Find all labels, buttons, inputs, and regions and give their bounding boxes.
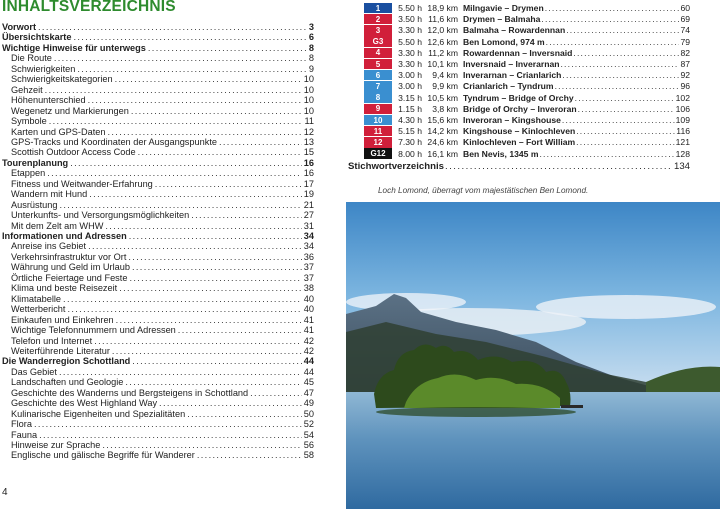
toc-entry-label: Klima und beste Reisezeit [11,283,118,294]
leader-dots [155,179,302,189]
leader-dots [132,356,301,366]
stage-distance: 14,2 km [427,126,458,137]
toc-entry[interactable] [2,22,314,32]
toc-entry-label: Schwierigkeiten [11,63,76,74]
toc-entry-label: Einkaufen und Einkehren [11,314,114,325]
stage-distance: 3,8 km [432,103,458,114]
toc-entry-label: Unterkunfts- und Versorgungsmöglichkeiten [11,210,190,221]
toc-entry-label: Informationen und Adressen [2,231,127,241]
stage-duration: 3.30 h [398,59,422,70]
stage-route: Ben Lomond, 974 m [463,36,545,47]
toc-entry-page: 27 [303,210,314,221]
stage-duration: 5.50 h [398,36,422,47]
toc-entry-label: Währung und Geld im Urlaub [11,262,130,273]
toc-entry-label: Englische und gälische Begriffe für Wanderer [11,450,195,461]
toc-entry[interactable] [11,53,314,63]
toc-entry-label: GPS-Tracks und Koordinaten der Ausgangspunkte [11,136,217,147]
stage-number-badge: 6 [364,70,392,80]
toc-entry[interactable] [11,200,314,210]
toc-entry[interactable] [11,346,314,356]
toc-entry-page: 42 [303,335,314,346]
toc-entry[interactable] [11,147,314,157]
stage-duration: 1.15 h [398,103,422,114]
toc-entry-page: 34 [303,241,314,252]
leader-dots [34,419,302,429]
toc-entry-label: Höhenunterschied [11,95,86,106]
leader-dots [73,32,306,42]
stage-route: Rowardennan – Inversnaid [463,47,573,58]
stage-duration: 5.15 h [398,126,422,137]
stage-entry[interactable] [364,25,690,36]
toc-entry-label: Wichtige Hinweise für unterwegs [2,42,146,53]
leader-dots [94,336,302,346]
stage-duration: 7.30 h [398,137,422,148]
toc-entry[interactable] [11,304,314,314]
leader-dots [115,74,302,84]
toc-entry[interactable] [11,377,314,387]
toc-entry-page: 44 [303,356,314,367]
toc-entry[interactable] [11,252,314,262]
toc-entry-page: 58 [303,450,314,461]
toc-entry-page: 36 [303,251,314,262]
leader-dots [77,64,307,74]
toc-entry-label: Wetterbericht [11,304,66,315]
stage-duration: 3.30 h [398,47,422,58]
toc-entry[interactable] [2,158,314,168]
toc-entry-page: 21 [303,199,314,210]
toc-entry[interactable] [11,315,314,325]
toc-entry[interactable] [11,273,314,283]
toc-entry-page: 47 [303,387,314,398]
toc-entry-page: 31 [303,220,314,231]
loch-lomond-photo [346,202,720,509]
leader-dots [119,283,302,293]
toc-entry[interactable] [11,168,314,178]
stage-page: 102 [675,92,690,103]
toc-entry-label: Das Gebiet [11,366,57,377]
stage-route: Inveroran – Kingshouse [463,115,561,126]
stage-route: Tyndrum – Bridge of Orchy [463,92,574,103]
toc-entry-label: Die Wanderregion Schottland [2,356,131,367]
stage-number-badge: 12 [364,137,392,147]
toc-entry-label: Vorwort [2,22,37,32]
leader-dots [129,273,301,283]
leader-dots [573,48,679,58]
leader-dots [576,126,675,136]
toc-entry-label: Fauna [11,429,38,440]
leader-dots [539,149,674,159]
toc-entry-page: 8 [308,42,314,53]
leader-dots [575,93,675,103]
toc-entry[interactable] [11,336,314,346]
toc-entry-label: Kulinarische Eigenheiten und Spezialitäten [11,408,186,419]
stage-page: 116 [676,126,690,137]
stichwort-entry[interactable] [348,161,690,172]
leader-dots [59,200,301,210]
stage-distance: 11,2 km [428,47,458,58]
toc-entry[interactable] [2,43,314,53]
toc-entry-page: 38 [303,283,314,294]
toc-entry[interactable] [11,95,314,105]
toc-entry-label: Weiterführende Literatur [11,345,110,356]
stage-page: 92 [680,70,690,81]
toc-entry[interactable] [11,64,314,74]
toc-entry-label: Landschaften und Geologie [11,377,124,388]
toc-entry-label: Hinweise zur Sprache [11,440,101,450]
stage-page: 87 [680,59,690,70]
toc-entry-page: 10 [303,95,314,106]
toc-entry-page: 13 [303,136,314,147]
toc-entry-label: Mit dem Zelt am WHW [11,220,104,231]
leader-dots [107,127,301,137]
leader-dots [59,367,302,377]
stage-page: 96 [680,81,690,92]
leader-dots [88,95,302,105]
toc-entry[interactable] [11,419,314,429]
rock [561,405,583,408]
leader-dots [546,37,680,47]
leader-dots [197,450,302,460]
stage-route: Crianlarich – Tyndrum [463,81,554,92]
stage-distance: 16,1 km [427,148,458,159]
leader-dots [187,409,302,419]
toc-entry-page: 49 [303,398,314,409]
toc-entry-page: 12 [303,126,314,137]
toc-entry[interactable] [11,430,314,440]
page-number: 4 [2,487,8,498]
stage-distance: 15,6 km [427,115,458,126]
toc-entry-label: Scottish Outdoor Access Code [11,147,136,158]
stage-entry[interactable] [364,126,690,137]
toc-entry-page: 11 [304,116,314,127]
leader-dots [138,147,302,157]
toc-entry[interactable] [11,74,314,84]
stage-page: 106 [675,103,690,114]
toc-entry-page: 15 [303,147,314,158]
stage-page: 69 [680,14,690,25]
toc-entry[interactable] [11,241,314,251]
toc-entry-page: 42 [303,345,314,356]
toc-entry-page: 16 [303,168,314,179]
leader-dots [545,3,680,13]
leader-dots [38,22,307,32]
stage-distance: 10,1 km [427,59,458,70]
toc-entry[interactable] [11,294,314,304]
toc-entry-label: Schwierigkeitskategorien [11,74,113,85]
toc-entry[interactable] [11,262,314,272]
leader-dots [159,398,302,408]
toc-entry-label: Geschichte des Wanderns und Bergsteigens in Schottland [11,387,249,398]
stage-route: Kingshouse – Kinlochleven [463,126,576,137]
stage-distance: 24,6 km [427,137,458,148]
toc-entry-page: 34 [303,231,314,241]
toc-entry-label: Tourenplanung [2,157,69,168]
leader-dots [191,210,302,220]
stage-entry[interactable] [364,47,690,58]
toc-entry[interactable] [11,106,314,116]
stage-duration: 8.00 h [398,148,422,159]
leader-dots [88,241,302,251]
toc-entry[interactable] [11,221,314,231]
stage-route: Drymen – Balmaha [463,14,541,25]
leader-dots [128,252,301,262]
toc-entry-page: 56 [303,440,314,450]
toc-entry-label: Örtliche Feiertage und Feste [11,272,128,283]
leader-dots [116,315,302,325]
stage-number-badge: 2 [364,14,392,24]
stage-entry[interactable] [364,137,690,148]
stage-distance: 12,6 km [427,36,458,47]
leader-dots [178,325,302,335]
toc-entry[interactable] [11,325,314,335]
toc-entry-page: 10 [303,74,314,85]
stage-duration: 3.30 h [398,25,422,36]
stages-page [346,0,720,509]
stage-entry[interactable] [364,3,690,14]
leader-dots [67,304,301,314]
toc-entry-label: Übersichtskarte [2,32,72,43]
stage-entry[interactable] [364,81,690,92]
stage-distance: 11,6 km [428,14,458,25]
stage-page: 79 [680,36,690,47]
leader-dots [148,43,307,53]
stage-route: Ben Nevis, 1345 m [463,148,539,159]
toc-entry-page: 40 [303,304,314,315]
leader-dots [131,106,302,116]
stage-route: Bridge of Orchy – Inveroran [463,103,577,114]
stage-entry[interactable] [364,59,690,70]
stichwort-page: 134 [673,161,690,172]
cloud [536,295,716,319]
leader-dots [555,81,680,91]
toc-entry-page: 37 [303,262,314,273]
stage-duration: 3.15 h [398,92,422,103]
leader-dots [70,158,302,168]
stage-route: Inverarnan – Crianlarich [463,70,562,81]
stage-entry[interactable] [364,92,690,103]
toc-entry[interactable] [2,356,314,366]
toc-entry-label: Anreise ins Gebiet [11,241,87,252]
stage-entry[interactable] [364,115,690,126]
toc-entry-label: Wegenetz und Markierungen [11,105,129,116]
leader-dots [250,388,302,398]
stage-route: Kinlochleven – Fort William [463,137,576,148]
stage-page: 121 [675,137,690,148]
stage-entry[interactable] [364,103,690,114]
stage-number-badge: 10 [364,115,392,125]
leader-dots [445,161,673,172]
toc-entry-page: 45 [303,377,314,388]
leader-dots [125,377,301,387]
toc-entry[interactable] [11,367,314,377]
stage-number-badge: 4 [364,48,392,58]
leader-dots [49,116,303,126]
toc-entry-page: 16 [303,157,314,168]
stage-distance: 10,5 km [427,92,458,103]
toc-entry[interactable] [2,32,314,42]
stage-distance: 9,4 km [432,70,458,81]
toc-entry-label: Wandern mit Hund [11,189,88,200]
leader-dots [39,430,302,440]
leader-dots [566,25,679,35]
toc-entry-label: Geschichte des West Highland Way [11,398,158,409]
stage-number-badge: G12 [364,148,392,158]
toc-entry-page: 44 [303,366,314,377]
stage-number-badge: 5 [364,59,392,69]
toc-entry[interactable] [2,231,314,241]
leader-dots [576,137,675,147]
toc-entry-label: Telefon und Internet [11,335,93,346]
stage-route: Milngavie – Drymen [463,3,544,14]
photo-caption: Loch Lomond, überragt vom majestätischen Ben Lomond. [378,186,589,195]
page-title: INHALTSVERZEICHNIS [2,0,176,15]
stage-route: Inversnaid – Inverarnan [463,59,560,70]
island-reflection [376,407,576,417]
toc-entry-label: Etappen [11,168,46,179]
toc-entry-page: 41 [303,325,314,336]
stage-page: 74 [680,25,690,36]
toc-entry-page: 50 [303,408,314,419]
stage-distance: 18,9 km [427,3,458,14]
stage-distance: 12,0 km [427,25,458,36]
toc-entry-page: 9 [308,63,314,74]
stage-page: 60 [680,3,690,14]
leader-dots [89,189,302,199]
toc-entry-page: 6 [308,32,314,43]
leader-dots [562,115,675,125]
toc-entry[interactable] [11,85,314,95]
stage-number-badge: 7 [364,81,392,91]
leader-dots [219,137,302,147]
toc-entry[interactable] [11,409,314,419]
toc-entry-page: 17 [303,178,314,189]
toc-entry-label: Wichtige Telefonnummern und Adressen [11,325,176,336]
toc-entry-page: 41 [303,314,314,325]
toc-entry-page: 8 [308,53,314,64]
toc-entry-page: 10 [303,84,314,95]
toc-entry-label: Karten und GPS-Daten [11,126,106,137]
toc-entry[interactable] [11,127,314,137]
stage-duration: 3.00 h [398,81,422,92]
stichwort-label: Stichwortverzeichnis [348,161,444,172]
stage-number-badge: 1 [364,3,392,13]
toc-entry-label: Flora [11,419,32,430]
toc-entry[interactable] [11,189,314,199]
stage-duration: 3.00 h [398,70,422,81]
leader-dots [47,168,302,178]
toc-entry[interactable] [11,210,314,220]
toc-entry-label: Die Route [11,53,52,64]
stage-entry[interactable] [364,14,690,25]
toc-entry-page: 37 [303,272,314,283]
leader-dots [562,70,679,80]
toc-entry-page: 54 [303,429,314,440]
leader-dots [63,294,302,304]
stage-entry[interactable] [364,36,690,47]
stage-route: Balmaha – Rowardennan [463,25,566,36]
toc-entry-page: 52 [303,419,314,430]
stage-distance: 9,9 km [432,81,458,92]
toc-entry-page: 3 [308,22,314,32]
leader-dots [129,231,302,241]
toc-entry-label: Ausrüstung [11,199,58,210]
stage-duration: 5.50 h [398,3,422,14]
toc-entry-label: Klimatabelle [11,293,62,304]
stage-number-badge: 9 [364,104,392,114]
leader-dots [541,14,679,24]
toc-entry-label: Symbole [11,116,47,127]
toc-entry[interactable] [11,283,314,293]
toc-entry[interactable] [11,137,314,147]
toc-page [0,0,320,509]
leader-dots [132,262,302,272]
stage-page: 128 [675,148,690,159]
leader-dots [112,346,302,356]
toc-entry-label: Verkehrsinfrastruktur vor Ort [11,251,127,262]
toc-entry[interactable] [11,116,314,126]
leader-dots [560,59,679,69]
toc-entry-label: Gehzeit [11,84,43,95]
stage-number-badge: 3 [364,25,392,35]
leader-dots [54,53,307,63]
stage-page: 109 [675,115,690,126]
stage-duration: 4.30 h [398,115,422,126]
leader-dots [105,221,301,231]
leader-dots [102,440,301,450]
stage-number-badge: 8 [364,92,392,102]
leader-dots [45,85,302,95]
toc-entry[interactable] [11,440,314,450]
stage-number-badge: G3 [364,36,392,46]
toc-entry-page: 19 [303,189,314,200]
toc-entry[interactable] [11,388,314,398]
stage-entry[interactable] [364,70,690,81]
stage-page: 82 [680,47,690,58]
toc-entry-page: 10 [303,105,314,116]
toc-entry[interactable] [11,450,314,460]
toc-entry[interactable] [11,179,314,189]
leader-dots [578,104,675,114]
toc-entry-label: Fitness und Weitwander-Erfahrung [11,178,153,189]
toc-entry[interactable] [11,398,314,408]
stage-duration: 3.50 h [398,14,422,25]
toc-entry-page: 40 [303,293,314,304]
stage-number-badge: 11 [364,126,392,136]
stage-entry[interactable] [364,148,690,159]
